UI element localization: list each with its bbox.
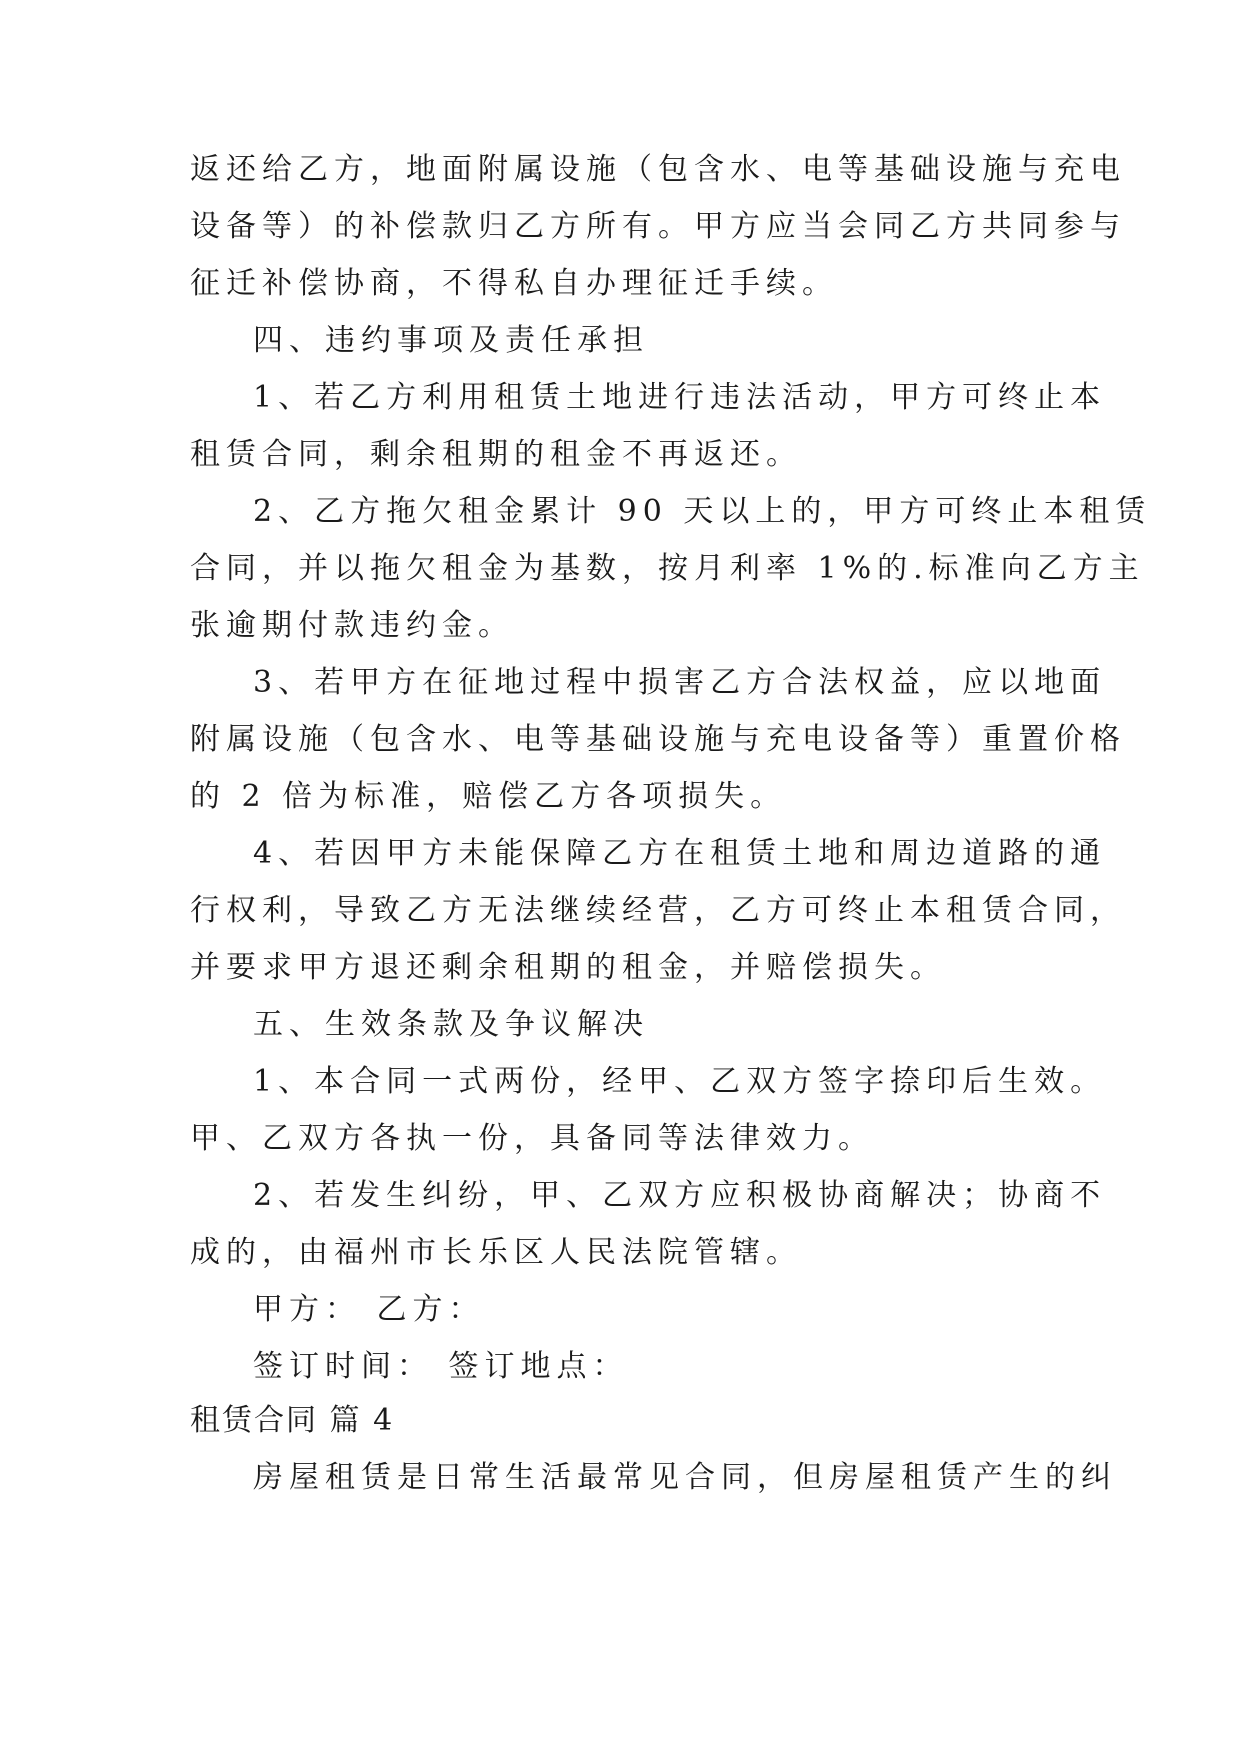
text-line: 2、若发生纠纷，甲、乙双方应积极协商解决；协商不 [253, 1178, 1107, 1213]
signing-time-place: 签订时间： 签订地点： [253, 1349, 629, 1384]
text-line: 房屋租赁是日常生活最常见合同，但房屋租赁产生的纠 [253, 1460, 1117, 1495]
text-line: 附属设施（包含水、电等基础设施与充电设备等）重置价格 [190, 722, 1126, 757]
text-line: 甲、乙双方各执一份，具备同等法律效力。 [190, 1121, 874, 1156]
text-line: 1、若乙方利用租赁土地进行违法活动，甲方可终止本 [253, 380, 1107, 415]
text-line: 1、本合同一式两份，经甲、乙双方签字捺印后生效。 [253, 1064, 1107, 1099]
signature-parties: 甲方： 乙方： [253, 1292, 485, 1327]
text-line: 合同，并以拖欠租金为基数，按月利率 1%的.标准向乙方主 [190, 551, 1145, 586]
text-line: 征迁补偿协商，不得私自办理征迁手续。 [190, 266, 838, 301]
text-line: 的 2 倍为标准，赔偿乙方各项损失。 [190, 779, 787, 814]
text-line: 2、乙方拖欠租金累计 90 天以上的，甲方可终止本租赁 [253, 494, 1152, 529]
text-line: 租赁合同，剩余租期的租金不再返还。 [190, 437, 802, 472]
text-line: 设备等）的补偿款归乙方所有。甲方应当会同乙方共同参与 [190, 209, 1126, 244]
text-line: 3、若甲方在征地过程中损害乙方合法权益，应以地面 [253, 665, 1107, 700]
text-line: 行权利，导致乙方无法继续经营，乙方可终止本租赁合同， [190, 893, 1126, 928]
text-line: 成的，由福州市长乐区人民法院管辖。 [190, 1235, 802, 1270]
text-line: 返还给乙方，地面附属设施（包含水、电等基础设施与充电 [190, 152, 1126, 187]
article-heading: 租赁合同 篇 4 [190, 1403, 395, 1438]
text-line: 张逾期付款违约金。 [190, 608, 514, 643]
text-line: 并要求甲方退还剩余租期的租金，并赔偿损失。 [190, 950, 946, 985]
section-heading-5: 五、生效条款及争议解决 [253, 1007, 649, 1042]
section-heading-4: 四、违约事项及责任承担 [253, 323, 649, 358]
text-line: 4、若因甲方未能保障乙方在租赁土地和周边道路的通 [253, 836, 1107, 871]
